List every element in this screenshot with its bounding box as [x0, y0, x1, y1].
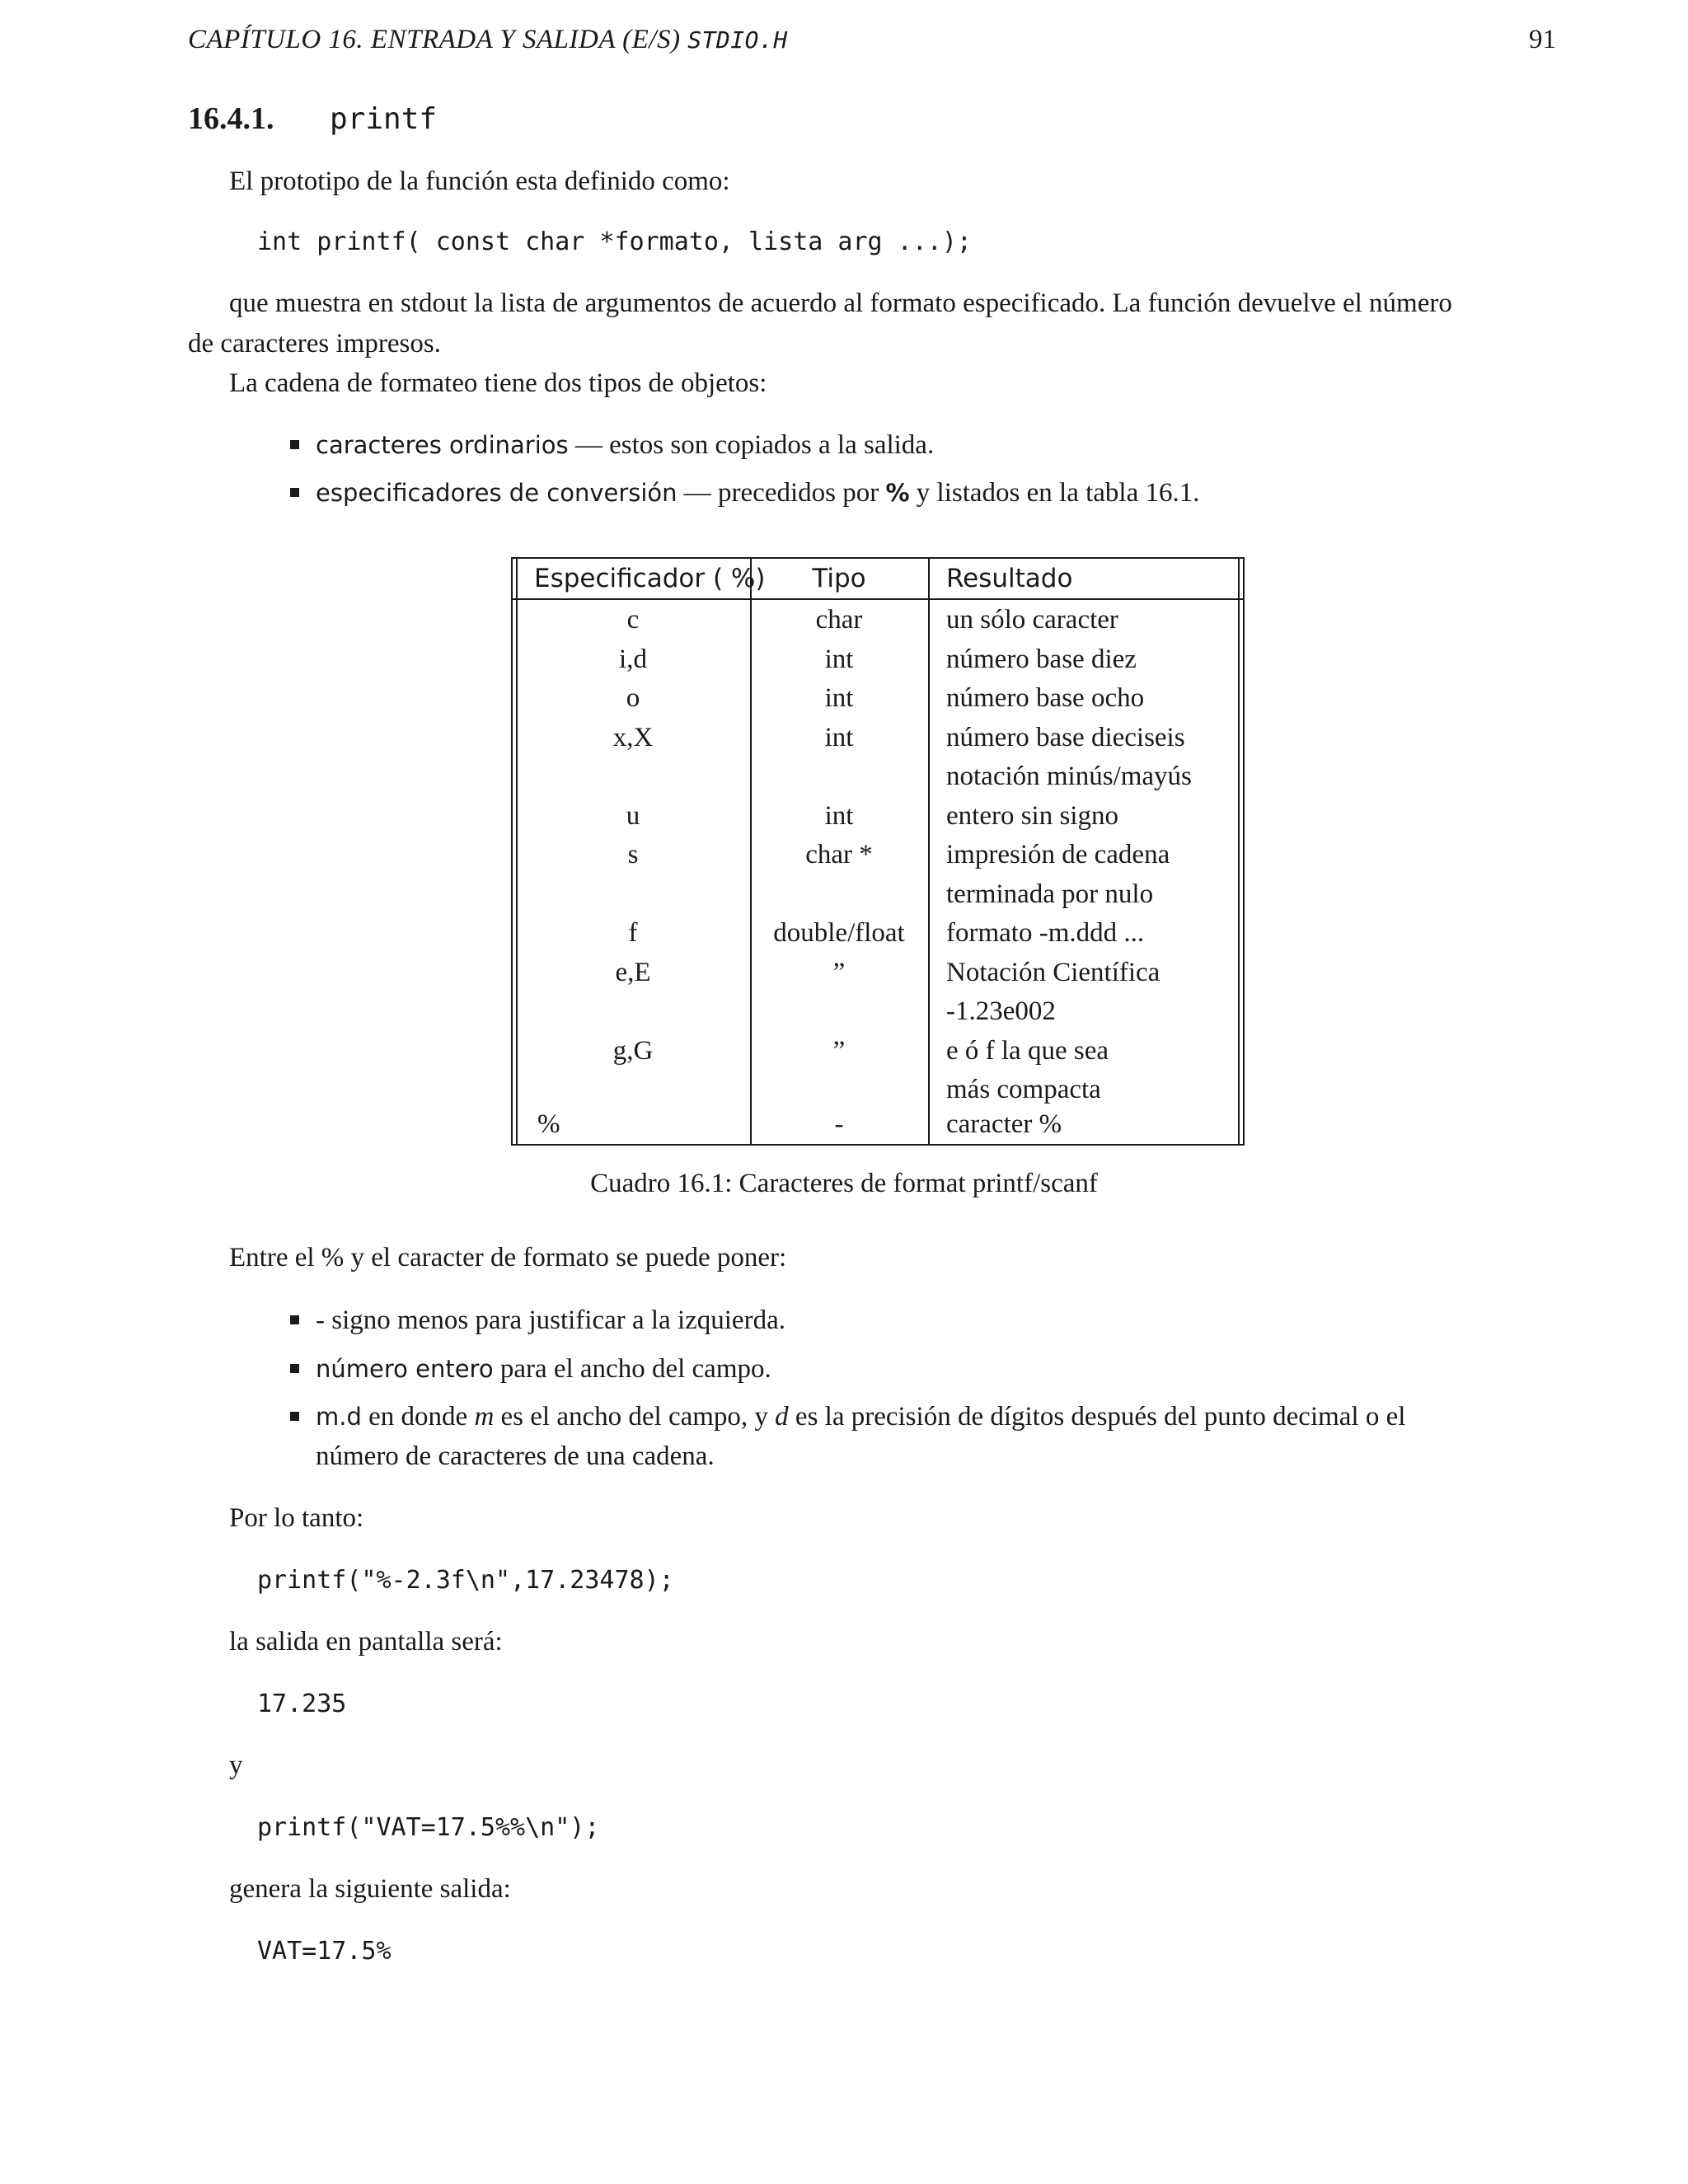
table-cell: double/float [773, 918, 905, 948]
format-types-intro: La cadena de formateo tiene dos tipos de objetos: [229, 368, 767, 398]
table-cell: int [824, 801, 854, 831]
list-item-specifiers: especificadores de conversión — precedidos por % y listados en la tabla 16.1. [316, 478, 1200, 508]
table-cell: f [628, 918, 638, 948]
table-cell: entero sin signo [946, 801, 1118, 831]
table-cell: ” [832, 958, 846, 987]
header-type: Tipo [812, 564, 866, 593]
table-cell: u [626, 801, 640, 831]
table-cell: número base dieciseis [946, 723, 1185, 752]
table-cell: ” [832, 1036, 846, 1066]
table-cell: int [824, 644, 854, 674]
description-line-1: que muestra en stdout la lista de argumentos de acuerdo al formato especificado. La función devuelve el número [229, 288, 1452, 318]
term: número entero [316, 1355, 494, 1383]
table-cell: o [626, 683, 640, 713]
table-cell: caracter % [946, 1109, 1062, 1139]
chapter-code: STDIO.H [687, 26, 788, 54]
table-caption: Cuadro 16.1: Caracteres de format printf/scanf [590, 1169, 1098, 1198]
specifier-table [511, 557, 1245, 1146]
table-cell: c [626, 605, 640, 635]
table-cell: s [627, 840, 639, 869]
list-item-minus: - signo menos para justificar a la izquierda. [316, 1305, 785, 1335]
bullet-icon [290, 488, 299, 497]
list-item-precision-cont: número de caracteres de una cadena. [316, 1441, 715, 1471]
list-item-ordinary: caracteres ordinarios — estos son copiados a la salida. [316, 430, 935, 460]
therefore-text: Por lo tanto: [229, 1503, 364, 1533]
section-title: printf [330, 102, 438, 136]
intro-paragraph: El prototipo de la función esta definido como: [229, 166, 730, 196]
table-cell: e,E [615, 958, 651, 987]
table-cell: g,G [612, 1036, 654, 1066]
output-intro-2: genera la siguiente salida: [229, 1874, 511, 1904]
section-number: 16.4.1. [188, 101, 274, 136]
table-cell: int [824, 723, 854, 752]
prototype-code: int printf( const char *formato, lista arg ...); [257, 227, 972, 256]
table-border [1243, 557, 1245, 1146]
bullet-icon [290, 1412, 299, 1421]
table-cell: formato -m.ddd ... [946, 918, 1145, 948]
term: especificadores de conversión [316, 479, 678, 507]
column-divider [928, 557, 930, 1146]
table-cell: número base diez [946, 644, 1137, 674]
table-cell: % [537, 1109, 560, 1139]
table-cell: impresión de cadena [946, 840, 1170, 869]
list-item-precision: m.d en donde m es el ancho del campo, y d es la precisión de dígitos después del punto decimal o el [316, 1402, 1406, 1432]
table-cell: más compacta [946, 1075, 1101, 1104]
output-intro-1: la salida en pantalla será: [229, 1627, 503, 1657]
table-cell: int [824, 683, 854, 713]
table-border [511, 557, 513, 1146]
table-cell: char [815, 605, 863, 635]
table-border [1238, 557, 1240, 1146]
code-example-1: printf("%-2.3f\n",17.23478); [257, 1566, 674, 1595]
table-cell: e ó f la que sea [946, 1036, 1109, 1066]
header-result: Resultado [946, 564, 1073, 593]
percent-symbol: % [885, 479, 910, 507]
description-line-2: de caracteres impresos. [188, 329, 441, 359]
list-item-width: número entero para el ancho del campo. [316, 1354, 771, 1384]
modifiers-intro: Entre el % y el caracter de formato se puede poner: [229, 1243, 787, 1272]
output-example-2: VAT=17.5% [257, 1937, 392, 1966]
table-cell: - [834, 1109, 844, 1139]
output-example-1: 17.235 [257, 1690, 347, 1718]
table-cell: i,d [619, 644, 647, 674]
term: - [316, 1305, 325, 1335]
table-cell: x,X [612, 723, 654, 752]
table-cell: número base ocho [946, 683, 1145, 713]
and-text: y [229, 1750, 243, 1780]
page-number: 91 [1529, 25, 1556, 54]
term: caracteres ordinarios [316, 431, 569, 459]
header-specifier: Especificador ( %) [534, 564, 766, 593]
table-cell: char * [805, 840, 873, 869]
chapter-title: CAPÍTULO 16. ENTRADA Y SALIDA (E/S) [188, 25, 688, 54]
term: m.d [316, 1403, 362, 1431]
table-cell: un sólo caracter [946, 605, 1118, 635]
code-example-2: printf("VAT=17.5%%\n"); [257, 1813, 600, 1842]
table-cell: notación minús/mayús [946, 762, 1192, 791]
bullet-icon [290, 440, 299, 449]
running-header [188, 25, 788, 55]
bullet-icon [290, 1364, 299, 1373]
table-cell: -1.23e002 [946, 996, 1056, 1026]
bullet-icon [290, 1315, 299, 1324]
table-bottom-rule [511, 1144, 1245, 1146]
table-cell: Notación Científica [946, 958, 1160, 987]
table-cell: terminada por nulo [946, 879, 1154, 909]
